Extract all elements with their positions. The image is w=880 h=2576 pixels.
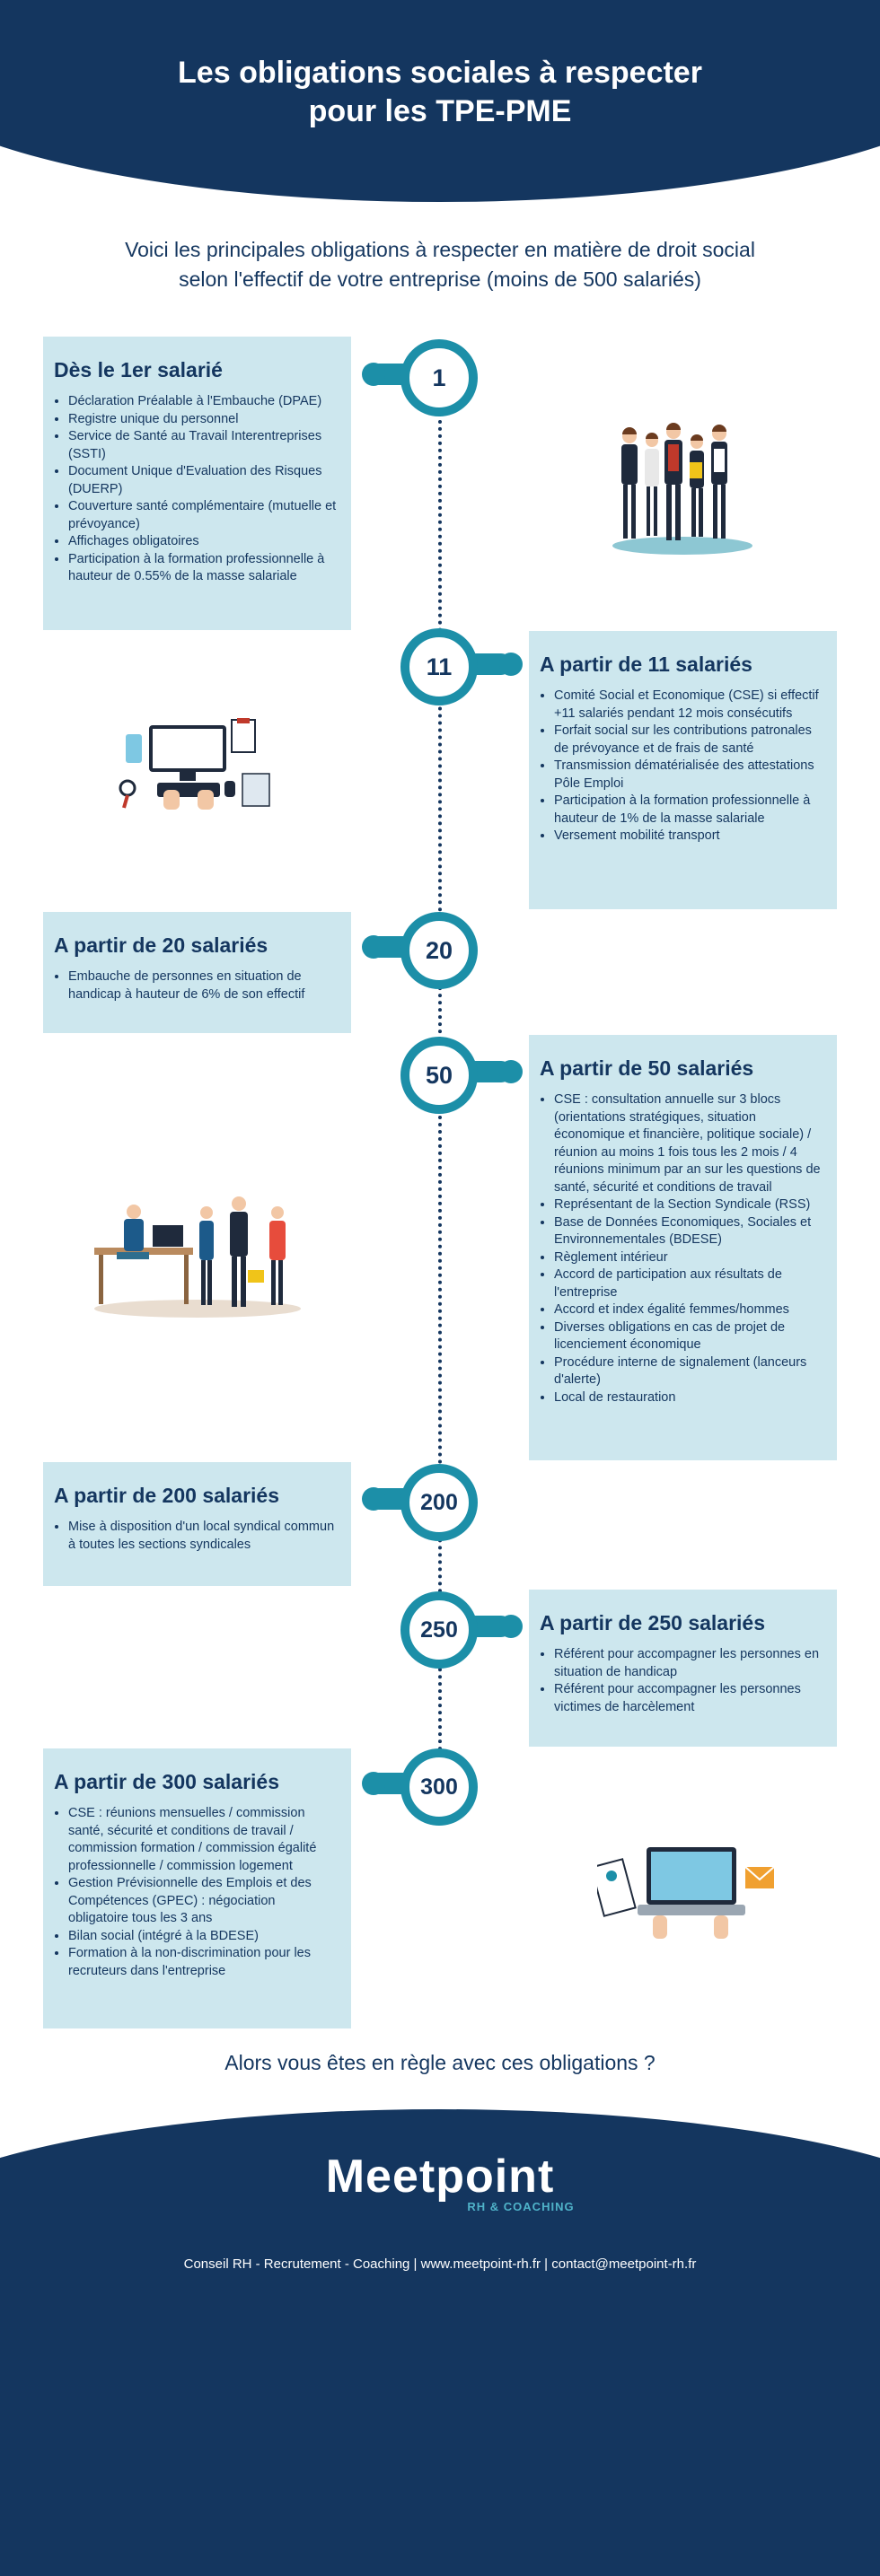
list-item: • CSE : réunions mensuelles / commission santé, sécurité et conditions de travail / commission formation / commission égalité professionnelle / commission logement bbox=[68, 1805, 339, 1875]
list-item: • Couverture santé complémentaire (mutuelle et prévoyance) bbox=[68, 498, 339, 533]
list-item: • Formation à la non-discrimination pour les recruteurs dans l'entreprise bbox=[68, 1945, 339, 1980]
connector-dot bbox=[362, 363, 385, 386]
list-item: • Accord de participation aux résultats de l'entreprise bbox=[554, 1266, 824, 1301]
step-title: A partir de 200 salariés bbox=[54, 1484, 280, 1507]
list-item: • Forfait social sur les contributions patronales de prévoyance et de frais de santé bbox=[554, 723, 824, 758]
list-item: • Versement mobilité transport bbox=[554, 828, 824, 846]
step-box-11 bbox=[529, 631, 837, 909]
step-box-250 bbox=[529, 1590, 837, 1747]
list-item: • Procédure interne de signalement (lanceurs d'alerte) bbox=[554, 1354, 824, 1389]
step-node-250: 250 bbox=[400, 1591, 478, 1669]
step-box-200 bbox=[43, 1462, 351, 1586]
list-item: • Bilan social (intégré à la BDESE) bbox=[68, 1928, 339, 1946]
desk-illustration bbox=[117, 718, 278, 826]
list-item: • Participation à la formation professionnelle à hauteur de 0.55% de la masse salariale bbox=[68, 551, 339, 586]
title-line-1: Les obligations sociales à respecter bbox=[178, 56, 702, 90]
connector-dot bbox=[499, 653, 523, 676]
step-box-50 bbox=[529, 1035, 837, 1460]
list-item: • Document Unique d'Evaluation des Risques (DUERP) bbox=[68, 463, 339, 498]
list-item: • Diverses obligations en cas de projet de licenciement économique bbox=[554, 1319, 824, 1354]
list-item: • Service de Santé au Travail Interentreprises (SSTI) bbox=[68, 428, 339, 463]
list-item: • Accord et index égalité femmes/hommes bbox=[554, 1301, 824, 1319]
list-item: • Participation à la formation professionnelle à hauteur de 1% de la masse salariale bbox=[554, 793, 824, 828]
list-item: • Affichages obligatoires bbox=[68, 533, 339, 551]
list-item: • Base de Données Economiques, Sociales et Environnementales (BDESE) bbox=[554, 1214, 824, 1249]
step-title: A partir de 300 salariés bbox=[54, 1770, 280, 1793]
list-item: • Embauche de personnes en situation de handicap à hauteur de 6% de son effectif bbox=[68, 968, 339, 1003]
list-item: • Transmission dématérialisée des attestations Pôle Emploi bbox=[554, 758, 824, 793]
list-item: • Mise à disposition d'un local syndical commun à toutes les sections syndicales bbox=[68, 1519, 339, 1554]
list-item: • Local de restauration bbox=[554, 1389, 824, 1407]
list-item: • Comité Social et Economique (CSE) si effectif +11 salariés pendant 12 mois consécutifs bbox=[554, 688, 824, 723]
list-item: • Règlement intérieur bbox=[554, 1249, 824, 1267]
list-item: • Déclaration Préalable à l'Embauche (DPAE) bbox=[68, 393, 339, 411]
step-title: A partir de 20 salariés bbox=[54, 933, 268, 957]
list-item: • Gestion Prévisionnelle des Emplois et des Compétences (GPEC) : négociation obligatoire tous les 3 ans bbox=[68, 1875, 339, 1928]
step-node-300: 300 bbox=[400, 1748, 478, 1826]
closing-question: Alors vous êtes en règle avec ces obligations ? bbox=[224, 2051, 656, 2074]
logo-name: Meetpoint bbox=[325, 2151, 555, 2203]
list-item: • Représentant de la Section Syndicale (RSS) bbox=[554, 1196, 824, 1214]
step-box-20 bbox=[43, 912, 351, 1033]
step-node-200: 200 bbox=[400, 1464, 478, 1541]
step-node-50: 50 bbox=[400, 1037, 478, 1114]
step-title: A partir de 11 salariés bbox=[540, 653, 752, 676]
connector-dot bbox=[499, 1615, 523, 1638]
intro-text: Voici les principales obligations à respecter en matière de droit social selon l'effectif de votre entreprise (moins de 500 salariés) bbox=[125, 238, 755, 291]
step-node-11: 11 bbox=[400, 628, 478, 705]
step-title: A partir de 250 salariés bbox=[540, 1611, 766, 1634]
office-illustration bbox=[90, 1185, 305, 1319]
logo bbox=[0, 2150, 880, 2213]
page-title bbox=[0, 54, 880, 131]
list-item: • Référent pour accompagner les personnes en situation de handicap bbox=[554, 1646, 824, 1681]
connector-dot bbox=[499, 1060, 523, 1083]
connector-dot bbox=[362, 1772, 385, 1795]
connector-dot bbox=[362, 1487, 385, 1511]
list-item: • CSE : consultation annuelle sur 3 blocs (orientations stratégiques, situation économique et financière, politique sociale) / réunion au moins 1 fois tous les 2 mois / 4 réunions minimum par an sur les questions de santé, sécurité et conditions de travail bbox=[554, 1091, 824, 1196]
step-box-300 bbox=[43, 1748, 351, 2028]
title-line-2: pour les TPE-PME bbox=[308, 94, 572, 128]
team-illustration bbox=[611, 413, 754, 556]
list-item: • Référent pour accompagner les personnes victimes de harcèlement bbox=[554, 1681, 824, 1716]
footer-contact: Conseil RH - Recrutement - Coaching | www.meetpoint-rh.fr | contact@meetpoint-rh.fr bbox=[183, 2256, 697, 2272]
step-title: Dès le 1er salarié bbox=[54, 358, 223, 381]
logo-tagline: RH & COACHING bbox=[467, 2200, 575, 2213]
connector-dot bbox=[362, 935, 385, 959]
laptop-illustration bbox=[597, 1840, 777, 1948]
list-item: • Registre unique du personnel bbox=[68, 411, 339, 429]
step-box-1 bbox=[43, 337, 351, 630]
step-title: A partir de 50 salariés bbox=[540, 1056, 754, 1080]
step-node-1: 1 bbox=[400, 339, 478, 416]
step-node-20: 20 bbox=[400, 912, 478, 989]
